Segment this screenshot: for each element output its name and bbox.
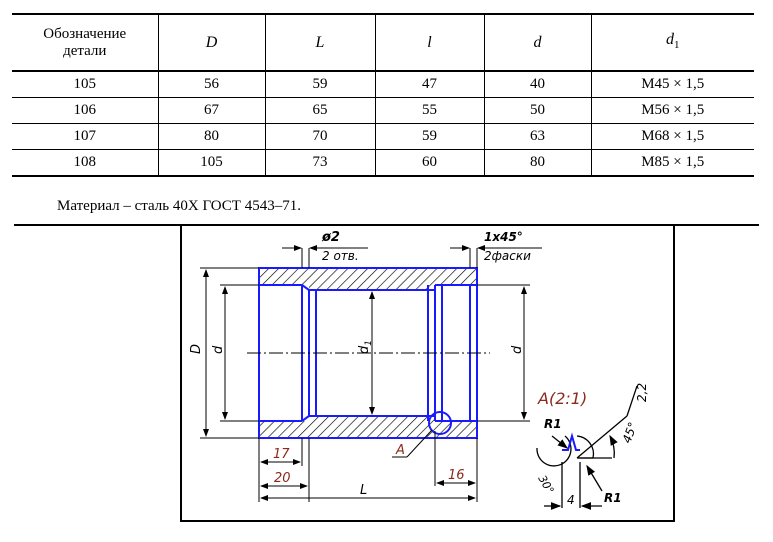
table-row [12,71,754,98]
wall-bottom-mid [309,416,435,438]
table-row [12,150,754,177]
dim-22-label: 2,2 [635,382,649,402]
col-header-d: d [484,14,591,71]
table-cell: 80 [158,124,265,150]
chamfer-count-label: 2фаски [484,249,531,263]
table-cell: 65 [265,98,375,124]
table-cell: 105 [158,150,265,177]
table-cell: 73 [265,150,375,177]
col-header-D: D [158,14,265,71]
wall-bottom-right [435,421,477,438]
table-cell: 63 [484,124,591,150]
chamfer-label: 1x45° [484,230,523,244]
header-d1-sub: 1 [674,39,680,52]
table-cell: 70 [265,124,375,150]
table-cell: 106 [12,98,158,124]
dim-D-label: D [189,343,204,354]
wall-top-right [435,268,477,285]
col-header-l: l [375,14,484,71]
header-designation-line1: Обозначение [43,25,127,42]
r1-top-label: R1 [544,417,562,431]
header-designation-line2: детали [63,42,107,59]
hole-count-label: 2 отв. [322,249,359,263]
material-note: Материал – сталь 40Х ГОСТ 4543–71. [57,198,301,214]
col-header-designation [12,14,158,71]
table-cell: 55 [375,98,484,124]
table-cell: M85 × 1,5 [591,150,754,177]
table-cell: M68 × 1,5 [591,124,754,150]
table-row [12,98,754,124]
dim-30-label: 30° [535,473,557,497]
drawing-frame [180,224,675,522]
table-cell: 40 [484,71,591,98]
dim-d1-label: $d_1$ [357,340,374,354]
table-cell: 56 [158,71,265,98]
table-cell: 105 [12,71,158,98]
table-cell: 67 [158,98,265,124]
table-cell: 59 [375,124,484,150]
dim-20-label: 20 [274,471,291,486]
table-cell: 80 [484,150,591,177]
spec-table [12,13,754,177]
table-cell: 47 [375,71,484,98]
dim-17-label: 17 [273,447,290,462]
section-mark-label: A [396,443,405,458]
r1-bottom-label: R1 [604,491,622,505]
wall-bottom-left [259,421,309,438]
table-cell: 107 [12,124,158,150]
part-drawing [182,226,673,520]
dim-d-left-label: d [211,345,226,354]
col-header-L: L [265,14,375,71]
dim-16-label: 16 [448,468,465,483]
dim-L-label: L [360,483,368,498]
table-cell: 108 [12,150,158,177]
col-header-d1 [591,14,754,71]
wall-top-left [259,268,309,285]
table-cell: 60 [375,150,484,177]
dim-d-right-label: d [510,345,525,354]
table-cell: 50 [484,98,591,124]
table-cell: M45 × 1,5 [591,71,754,98]
header-d1-base: d [666,30,674,48]
table-header-row [12,14,754,71]
wall-top-mid [309,268,435,290]
dim-45-label: 45° [619,420,641,446]
table-cell: M56 × 1,5 [591,98,754,124]
table-row [12,124,754,150]
detail-title-label: A(2:1) [538,389,588,408]
table-cell: 59 [265,71,375,98]
dim-4-label: 4 [567,493,575,507]
hole-dia-label: ø2 [322,230,340,245]
